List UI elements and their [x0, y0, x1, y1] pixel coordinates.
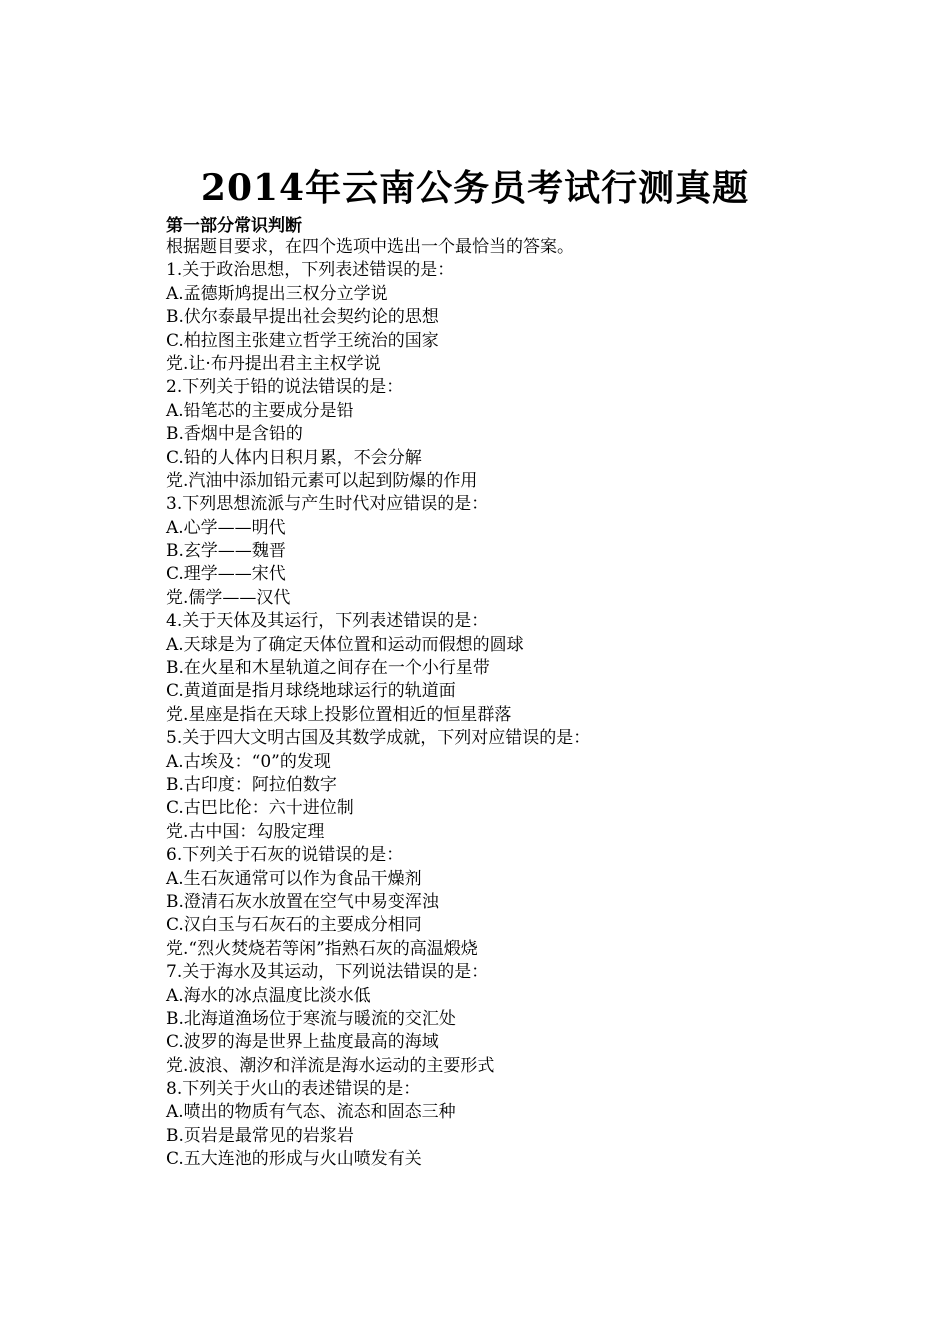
document-body [166, 236, 886, 1172]
answer-option: B.北海道渔场位于寒流与暖流的交汇处 [166, 1008, 456, 1029]
question-list [166, 259, 886, 1171]
answer-option: C.铅的人体内日积月累，不会分解 [166, 447, 422, 468]
section-heading: 第一部分常识判断 [166, 216, 302, 236]
question-stem: 2.下列关于铅的说法错误的是： [166, 377, 404, 398]
answer-option: 党.让·布丹提出君主主权学说 [166, 353, 381, 374]
answer-option: C.五大连池的形成与火山喷发有关 [166, 1149, 422, 1170]
question-stem: 3.下列思想流派与产生时代对应错误的是： [166, 494, 489, 515]
answer-option: A.海水的冰点温度比淡水低 [166, 985, 371, 1006]
answer-option: B.页岩是最常见的岩浆岩 [166, 1125, 354, 1146]
answer-option: C.理学——宋代 [166, 564, 286, 585]
answer-option: C.汉白玉与石灰石的主要成分相同 [166, 915, 422, 936]
answer-option: 党.儒学——汉代 [166, 587, 291, 608]
question-stem: 6.下列关于石灰的说错误的是： [166, 845, 404, 866]
answer-option: A.古埃及：“0”的发现 [166, 751, 331, 772]
document-title: 2014年云南公务员考试行测真题 [200, 167, 750, 209]
answer-option: A.心学——明代 [166, 517, 286, 538]
answer-option: 党.古中国：勾股定理 [166, 821, 325, 842]
answer-option: A.孟德斯鸠提出三权分立学说 [166, 283, 388, 304]
answer-option: C.波罗的海是世界上盐度最高的海域 [166, 1032, 439, 1053]
question-stem: 7.关于海水及其运动，下列说法错误的是： [166, 962, 489, 983]
question-stem: 8.下列关于火山的表述错误的是： [166, 1079, 421, 1100]
answer-option: 党.汽油中添加铅元素可以起到防爆的作用 [166, 470, 478, 491]
answer-option: A.天球是为了确定天体位置和运动而假想的圆球 [166, 634, 524, 655]
question-stem: 1.关于政治思想，下列表述错误的是： [166, 260, 455, 281]
answer-option: B.玄学——魏晋 [166, 541, 286, 562]
answer-option: A.喷出的物质有气态、流态和固态三种 [166, 1102, 456, 1123]
answer-option: C.古巴比伦：六十进位制 [166, 798, 354, 819]
answer-option: C.柏拉图主张建立哲学王统治的国家 [166, 330, 439, 351]
answer-option: B.古印度：阿拉伯数字 [166, 774, 337, 795]
answer-option: 党.波浪、潮汐和洋流是海水运动的主要形式 [166, 1055, 495, 1076]
answer-option: B.香烟中是含铅的 [166, 424, 303, 445]
question-stem: 5.关于四大文明古国及其数学成就，下列对应错误的是： [166, 728, 591, 749]
answer-option: 党.星座是指在天球上投影位置相近的恒星群落 [166, 704, 512, 725]
answer-option: B.澄清石灰水放置在空气中易变浑浊 [166, 891, 439, 912]
question-stem: 4.关于天体及其运行，下列表述错误的是： [166, 611, 489, 632]
instructions-text: 根据题目要求，在四个选项中选出一个最恰当的答案。 [166, 237, 574, 257]
answer-option: B.在火星和木星轨道之间存在一个小行星带 [166, 658, 490, 679]
answer-option: A.生石灰通常可以作为食品干燥剂 [166, 868, 422, 889]
answer-option: B.伏尔泰最早提出社会契约论的思想 [166, 307, 439, 328]
answer-option: A.铅笔芯的主要成分是铅 [166, 400, 354, 421]
answer-option: C.黄道面是指月球绕地球运行的轨道面 [166, 681, 456, 702]
answer-option: 党.“烈火焚烧若等闲”指熟石灰的高温煅烧 [166, 938, 478, 959]
